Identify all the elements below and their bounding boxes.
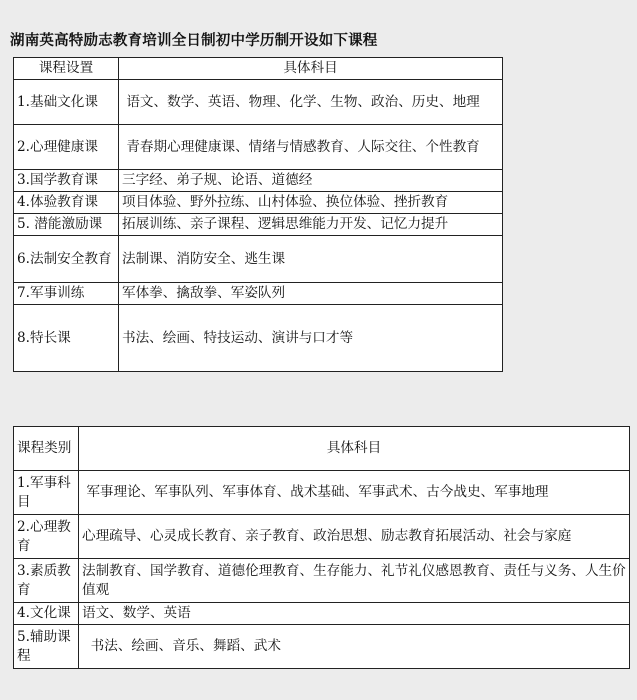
- column-header: 具体科目: [119, 58, 503, 80]
- course-subjects: 法制课、消防安全、逃生课: [119, 236, 503, 283]
- table-row: [14, 170, 503, 192]
- table-row: [14, 236, 503, 283]
- course-category: 3.国学教育课: [14, 170, 119, 192]
- column-header: 课程类别: [14, 427, 79, 471]
- table-row: [14, 80, 503, 125]
- course-subjects: 青春期心理健康课、情绪与情感教育、人际交往、个性教育: [119, 125, 503, 170]
- course-category: 1.军事科目: [14, 471, 79, 515]
- course-subjects: 军体拳、擒敌拳、军姿队列: [119, 283, 503, 305]
- table-header-row: [14, 427, 630, 471]
- column-header: 课程设置: [14, 58, 119, 80]
- course-category: 5.辅助课程: [14, 625, 79, 669]
- course-subjects: 书法、绘画、音乐、舞蹈、武术: [79, 625, 630, 669]
- course-subjects: 心理疏导、心灵成长教育、亲子教育、政治思想、励志教育拓展活动、社会与家庭: [79, 515, 630, 559]
- course-category: 3.素质教育: [14, 559, 79, 603]
- table-row: [14, 625, 630, 669]
- table-row: [14, 603, 630, 625]
- table-row: [14, 125, 503, 170]
- table-row: [14, 515, 630, 559]
- table-row: [14, 214, 503, 236]
- course-subjects: 项目体验、野外拉练、山村体验、换位体验、挫折教育: [119, 192, 503, 214]
- table-row: [14, 305, 503, 372]
- course-category: 8.特长课: [14, 305, 119, 372]
- course-subjects: 语文、数学、英语、物理、化学、生物、政治、历史、地理: [119, 80, 503, 125]
- course-category: 2.心理教育: [14, 515, 79, 559]
- table-row: [14, 192, 503, 214]
- table-header-row: [14, 58, 503, 80]
- table-row: [14, 471, 630, 515]
- course-category: 2.心理健康课: [14, 125, 119, 170]
- course-subjects: 语文、数学、英语: [79, 603, 630, 625]
- course-subjects: 拓展训练、亲子课程、逻辑思维能力开发、记忆力提升: [119, 214, 503, 236]
- course-category: 7.军事训练: [14, 283, 119, 305]
- page-title: 湖南英高特励志教育培训全日制初中学历制开设如下课程: [10, 32, 378, 49]
- column-header: 具体科目: [79, 427, 630, 471]
- course-category: 4.体验教育课: [14, 192, 119, 214]
- course-category: 4.文化课: [14, 603, 79, 625]
- course-subjects: 军事理论、军事队列、军事体育、战术基础、军事武术、古今战史、军事地理: [79, 471, 630, 515]
- table-row: [14, 283, 503, 305]
- course-category: 6.法制安全教育: [14, 236, 119, 283]
- course-subjects: 书法、绘画、特技运动、演讲与口才等: [119, 305, 503, 372]
- course-subjects: 法制教育、国学教育、道德伦理教育、生存能力、礼节礼仪感恩教育、责任与义务、人生价值观: [79, 559, 630, 603]
- course-table-1: [13, 57, 503, 372]
- course-table-2: [13, 426, 630, 669]
- course-category: 5. 潜能激励课: [14, 214, 119, 236]
- course-subjects: 三字经、弟子规、论语、道德经: [119, 170, 503, 192]
- table-row: [14, 559, 630, 603]
- course-category: 1.基础文化课: [14, 80, 119, 125]
